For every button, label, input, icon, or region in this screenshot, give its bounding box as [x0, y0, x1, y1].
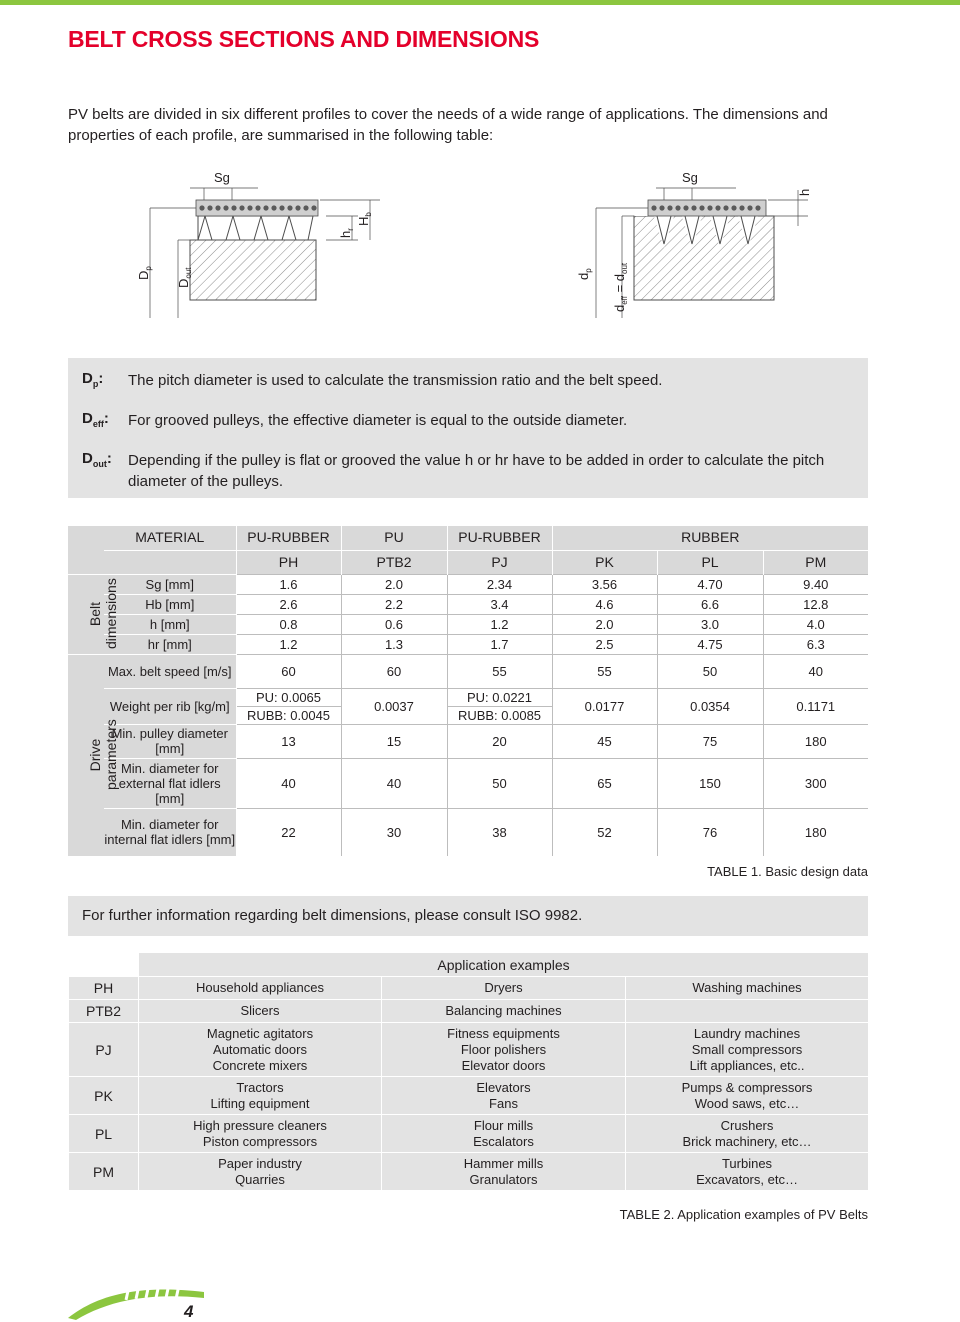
- table-row: PL High pressure cleaners Piston compressors Flour mills Escalators Crushers Brick machinery, etc…: [69, 1115, 869, 1153]
- row-label: Weight per rib [kg/m]: [104, 688, 236, 724]
- hb-label: H: [356, 216, 371, 226]
- profile-cell: PK: [552, 550, 657, 574]
- profile-header-row: [68, 550, 868, 574]
- profile-code: PM: [69, 1153, 139, 1191]
- table-row: [69, 953, 869, 977]
- definition-text: Depending if the pulley is flat or grooved the value h or hr have to be added in order to calculate the pitch diameter of the pulleys.: [128, 452, 825, 490]
- row-label: Max. belt speed [m/s]: [104, 654, 236, 688]
- table-row: Min. diameter for external flat idlers [mm] 40 40 50 65 150 300: [68, 758, 868, 808]
- sg-label-left: Sg: [214, 170, 230, 185]
- profile-code: PJ: [69, 1023, 139, 1077]
- material-header-row: [68, 526, 868, 550]
- page-number: 4: [184, 1302, 194, 1321]
- svg-text:Dp: $D_p$: [136, 266, 153, 280]
- cross-section-diagram: [68, 160, 888, 340]
- material-cell: PU: [341, 526, 447, 550]
- table-row: hr [mm] 1.2 1.3 1.7 2.5 4.75 6.3: [68, 634, 868, 654]
- group-label-drive: Drive parameters: [68, 654, 104, 856]
- definition-text: The pitch diameter is used to calculate the transmission ratio and the belt speed.: [128, 372, 663, 389]
- row-label: h [mm]: [104, 614, 236, 634]
- h-label: h: [797, 188, 812, 196]
- profile-code: PTB2: [69, 1000, 139, 1023]
- profile-code: PH: [69, 977, 139, 1000]
- table-row: PH Household appliances Dryers Washing machines: [69, 977, 869, 1000]
- material-cell: PU-RUBBER: [447, 526, 552, 550]
- group-label-belt: Belt dimensions: [68, 574, 104, 654]
- dp-label-right: d: [576, 272, 591, 280]
- table1-caption: TABLE 1. Basic design data: [707, 864, 868, 879]
- table-row: PM Paper industry Quarries Hammer mills Granulators Turbines Excavators, etc…: [69, 1153, 869, 1191]
- profile-code: PK: [69, 1077, 139, 1115]
- application-header: Application examples: [139, 953, 869, 977]
- grooved-pulley-section: [576, 170, 812, 318]
- basic-design-table: [68, 526, 868, 856]
- sg-label-right: Sg: [682, 170, 698, 185]
- svg-text:dp: $d_p$: [576, 268, 593, 280]
- material-cell: RUBBER: [552, 526, 868, 550]
- table-row: Weight per rib [kg/m] PU: 0.0065 RUBB: 0.0045 0.0037 PU: 0.0221 RUBB: 0.0085 0.0177 0.0354 0.1171: [68, 688, 868, 724]
- application-examples-table: [68, 952, 869, 1191]
- table-row: PJ Magnetic agitators Automatic doors Concrete mixers Fitness equipments Floor polishers Elevator doors Laundry machines Small compressors Lift appliances, etc..: [69, 1023, 869, 1077]
- table-row: Min. pulley diameter [mm] 13 15 20 45 75 180: [68, 724, 868, 758]
- dp-label: D: [136, 270, 151, 280]
- iso-note: For further information regarding belt dimensions, please consult ISO 9982.: [68, 896, 868, 936]
- definition-text: For grooved pulleys, the effective diameter is equal to the outside diameter.: [128, 412, 628, 429]
- definitions-panel: $D_p$: The pitch diameter is used to calculate the transmission ratio and the belt speed. $D_{eff}$: For grooved pulleys, the effective diameter is equal to the outside diameter. $D_{out}$: Depending if the pulley is flat or grooved the value h or hr have to be added in order to calculate the pitch diameter of the pulleys.: [68, 358, 868, 498]
- profile-cell: PTB2: [341, 550, 447, 574]
- profile-cell: PJ: [447, 550, 552, 574]
- profile-cell: PL: [657, 550, 763, 574]
- profile-cell: PH: [236, 550, 341, 574]
- row-label: hr [mm]: [104, 634, 236, 654]
- table-row: h [mm] 0.8 0.6 1.2 2.0 3.0 4.0: [68, 614, 868, 634]
- table-row: Min. diameter for internal flat idlers [mm] 22 30 38 52 76 180: [68, 808, 868, 856]
- material-cell: PU-RUBBER: [236, 526, 341, 550]
- page-title: BELT CROSS SECTIONS AND DIMENSIONS: [68, 26, 540, 52]
- svg-text:Hb: $H_b$: [356, 212, 373, 226]
- table-row: PTB2 Slicers Balancing machines: [69, 1000, 869, 1023]
- flat-pulley-section: [136, 170, 380, 318]
- material-label: MATERIAL: [104, 526, 236, 550]
- table-row: PK Tractors Lifting equipment Elevators Fans Pumps & compressors Wood saws, etc…: [69, 1077, 869, 1115]
- table2-caption: TABLE 2. Application examples of PV Belts: [619, 1207, 868, 1222]
- table-row: Hb [mm] 2.6 2.2 3.4 4.6 6.6 12.8: [68, 594, 868, 614]
- deff-label: d: [612, 304, 627, 312]
- profile-code: PL: [69, 1115, 139, 1153]
- svg-text:Dout: $D_{out}$: [176, 267, 193, 288]
- svg-text:deff = dout: $d_{eff} = d_{out}$: [612, 262, 629, 312]
- table-row: Drive parameters Max. belt speed [m/s] 60 60 55 55 50 40: [68, 654, 868, 688]
- row-label: Min. pulley diameter [mm]: [104, 724, 236, 758]
- table-row: Belt dimensions Sg [mm] 1.6 2.0 2.34 3.56 4.70 9.40: [68, 574, 868, 594]
- svg-text:hr: $h_r$: [338, 228, 355, 238]
- top-accent-bar: [0, 0, 960, 5]
- row-label: Min. diameter for internal flat idlers [mm]: [104, 808, 236, 856]
- profile-cell: PM: [763, 550, 868, 574]
- dout-label-left: D: [176, 278, 191, 288]
- intro-paragraph: PV belts are divided in six different profiles to cover the needs of a wide range of applications. The dimensions and properties of each profile, are summarised in the following table:: [68, 106, 828, 144]
- hr-label: h: [338, 230, 353, 238]
- row-label: Min. diameter for external flat idlers [mm]: [104, 758, 236, 808]
- row-label: Sg [mm]: [104, 574, 236, 594]
- row-label: Hb [mm]: [104, 594, 236, 614]
